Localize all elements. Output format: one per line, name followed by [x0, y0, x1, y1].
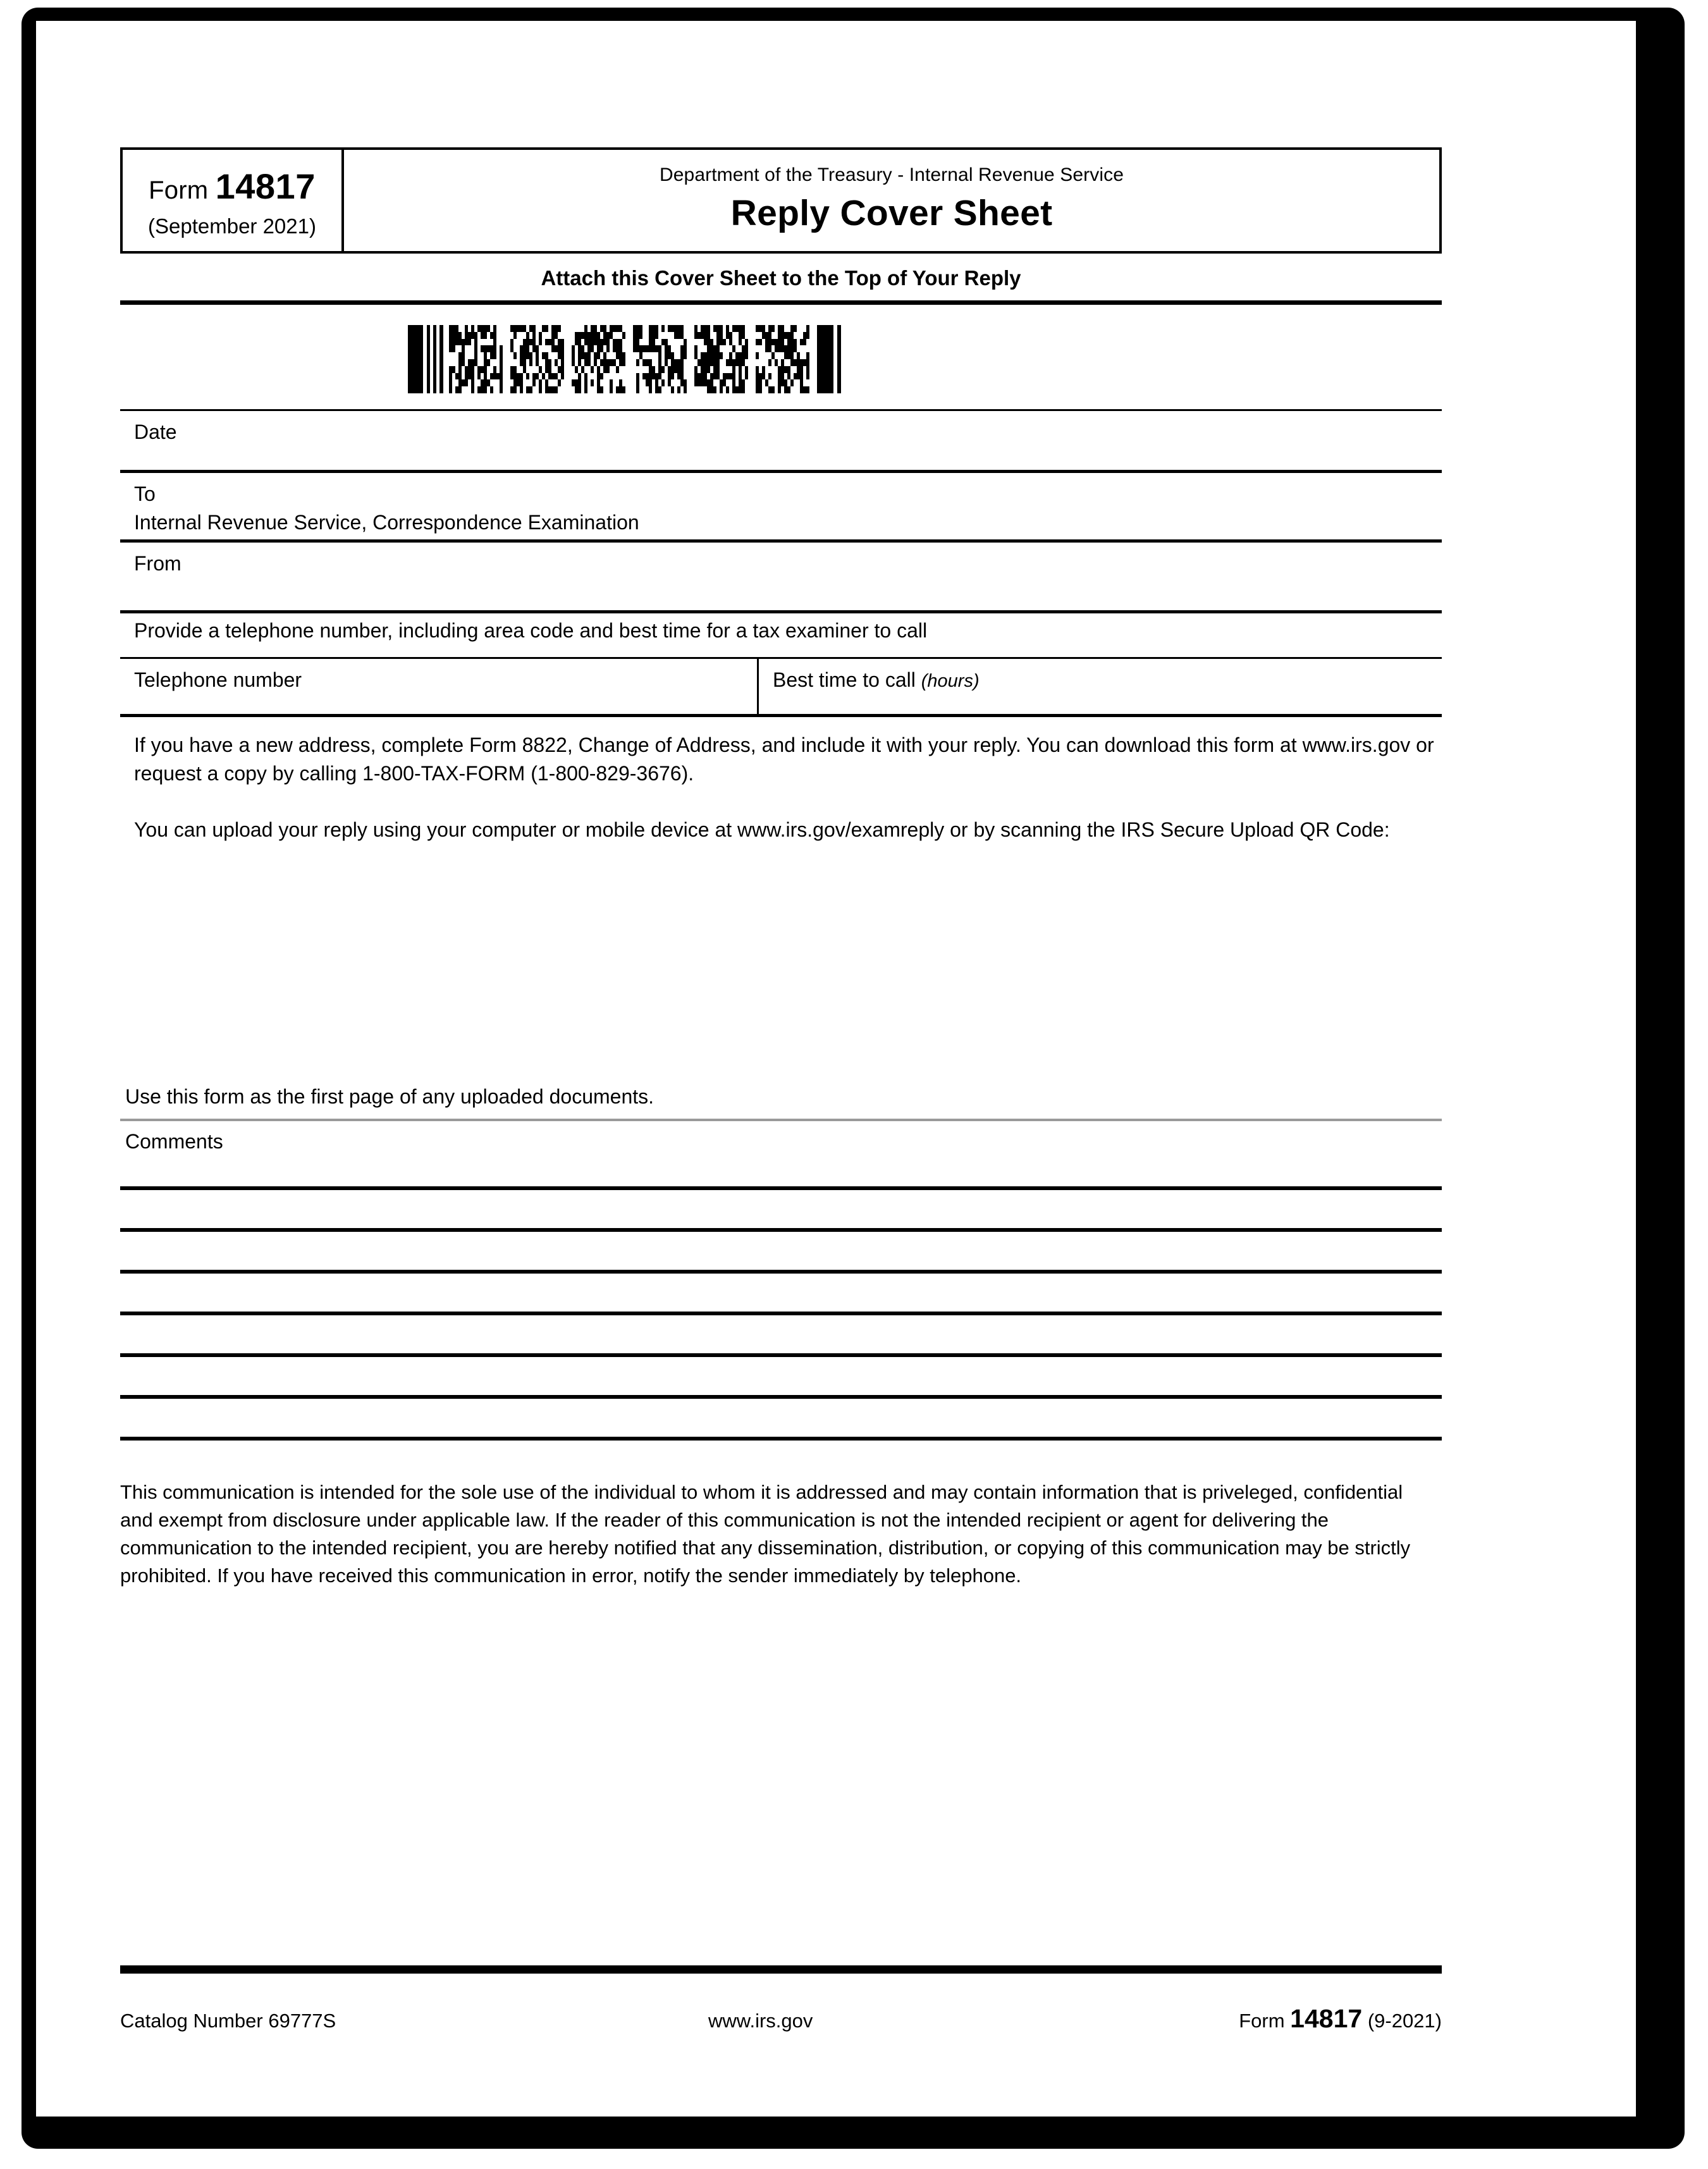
new-address-instruction: If you have a new address, complete Form 8822, Change of Address, and include it with your reply. You can download this form at www.irs.gov or request a copy by calling 1-800-TAX-FORM (1-800-829-3676).: [134, 734, 1434, 785]
best-time-hint: (hours): [921, 671, 980, 691]
form-title-box: [344, 150, 1439, 251]
barcode-zone: [120, 305, 1442, 411]
comment-line[interactable]: [120, 1232, 1442, 1274]
form-label: Form: [149, 176, 209, 204]
best-time-cell[interactable]: [759, 659, 1442, 714]
to-value: Internal Revenue Service, Correspondence Examination: [134, 510, 639, 534]
from-label: From: [134, 552, 181, 575]
field-row-to[interactable]: [120, 473, 1442, 543]
footer-form-id: [1113, 2004, 1442, 2034]
field-row-from[interactable]: [120, 543, 1442, 613]
irs-website: www.irs.gov: [708, 2010, 813, 2032]
form-page: [34, 19, 1638, 2118]
comment-line[interactable]: [120, 1190, 1442, 1232]
confidentiality-notice: This communication is intended for the sole use of the individual to whom it is addressed and may contain information that is priveleged, confidential and exempt from disclosure under applicable law. If the reader of this communication is not the intended recipient or agent for delivering the communication to the intended recipient, you are hereby notified that any dissemination, distribution, or copying of this communication may be strictly prohibited. If you have received this communication in error, notify the sender immediately by telephone.: [120, 1481, 1411, 1587]
phone-instruction-label: Provide a telephone number, including area code and best time for a tax examiner to call: [134, 619, 928, 642]
use-as-first-page-note: Use this form as the first page of any uploaded documents.: [125, 1085, 654, 1109]
form-revision-date: (September 2021): [148, 214, 316, 238]
field-row-telephone[interactable]: [120, 659, 1442, 717]
comment-line[interactable]: [120, 1274, 1442, 1315]
date-label: Date: [134, 421, 177, 443]
form-number: 14817: [215, 166, 316, 206]
upload-instruction: You can upload your reply using your computer or mobile device at www.irs.gov/examreply or by scanning the IRS Secure Upload QR Code:: [134, 818, 1390, 841]
comments-input-area[interactable]: [120, 1158, 1442, 1441]
comment-line[interactable]: [120, 1315, 1442, 1357]
footer-form-revision: (9-2021): [1367, 2010, 1442, 2032]
footer-row: [120, 1974, 1442, 2034]
comment-line[interactable]: [120, 1158, 1442, 1190]
attach-instruction-banner: Attach this Cover Sheet to the Top of Your Reply: [120, 254, 1442, 305]
comments-label: Comments: [125, 1130, 223, 1153]
best-time-label: [759, 659, 1442, 694]
footer-form-number: 14817: [1290, 2004, 1363, 2033]
field-row-phone-instruction: [120, 613, 1442, 659]
footer-form-label: Form: [1239, 2010, 1285, 2032]
telephone-cell[interactable]: [120, 659, 759, 714]
catalog-number: Catalog Number 69777S: [120, 2010, 336, 2032]
to-label: To: [134, 482, 156, 505]
form-masthead: [120, 147, 1442, 254]
form-content: [120, 147, 1442, 1590]
page-title: Reply Cover Sheet: [730, 193, 1053, 233]
comment-line[interactable]: [120, 1357, 1442, 1399]
pdf417-barcode: [408, 325, 841, 393]
footer-rule: [120, 1965, 1442, 1974]
best-time-label-text: Best time to call: [773, 668, 916, 691]
telephone-label: Telephone number: [134, 668, 302, 691]
field-row-date[interactable]: [120, 411, 1442, 473]
issuing-department: Department of the Treasury - Internal Revenue Service: [660, 164, 1124, 185]
form-identity-box: [123, 150, 344, 251]
form-number-line: [149, 166, 316, 207]
page-footer: [120, 1965, 1442, 2034]
qr-code-placeholder: [120, 844, 1442, 1083]
comment-line[interactable]: [120, 1399, 1442, 1441]
